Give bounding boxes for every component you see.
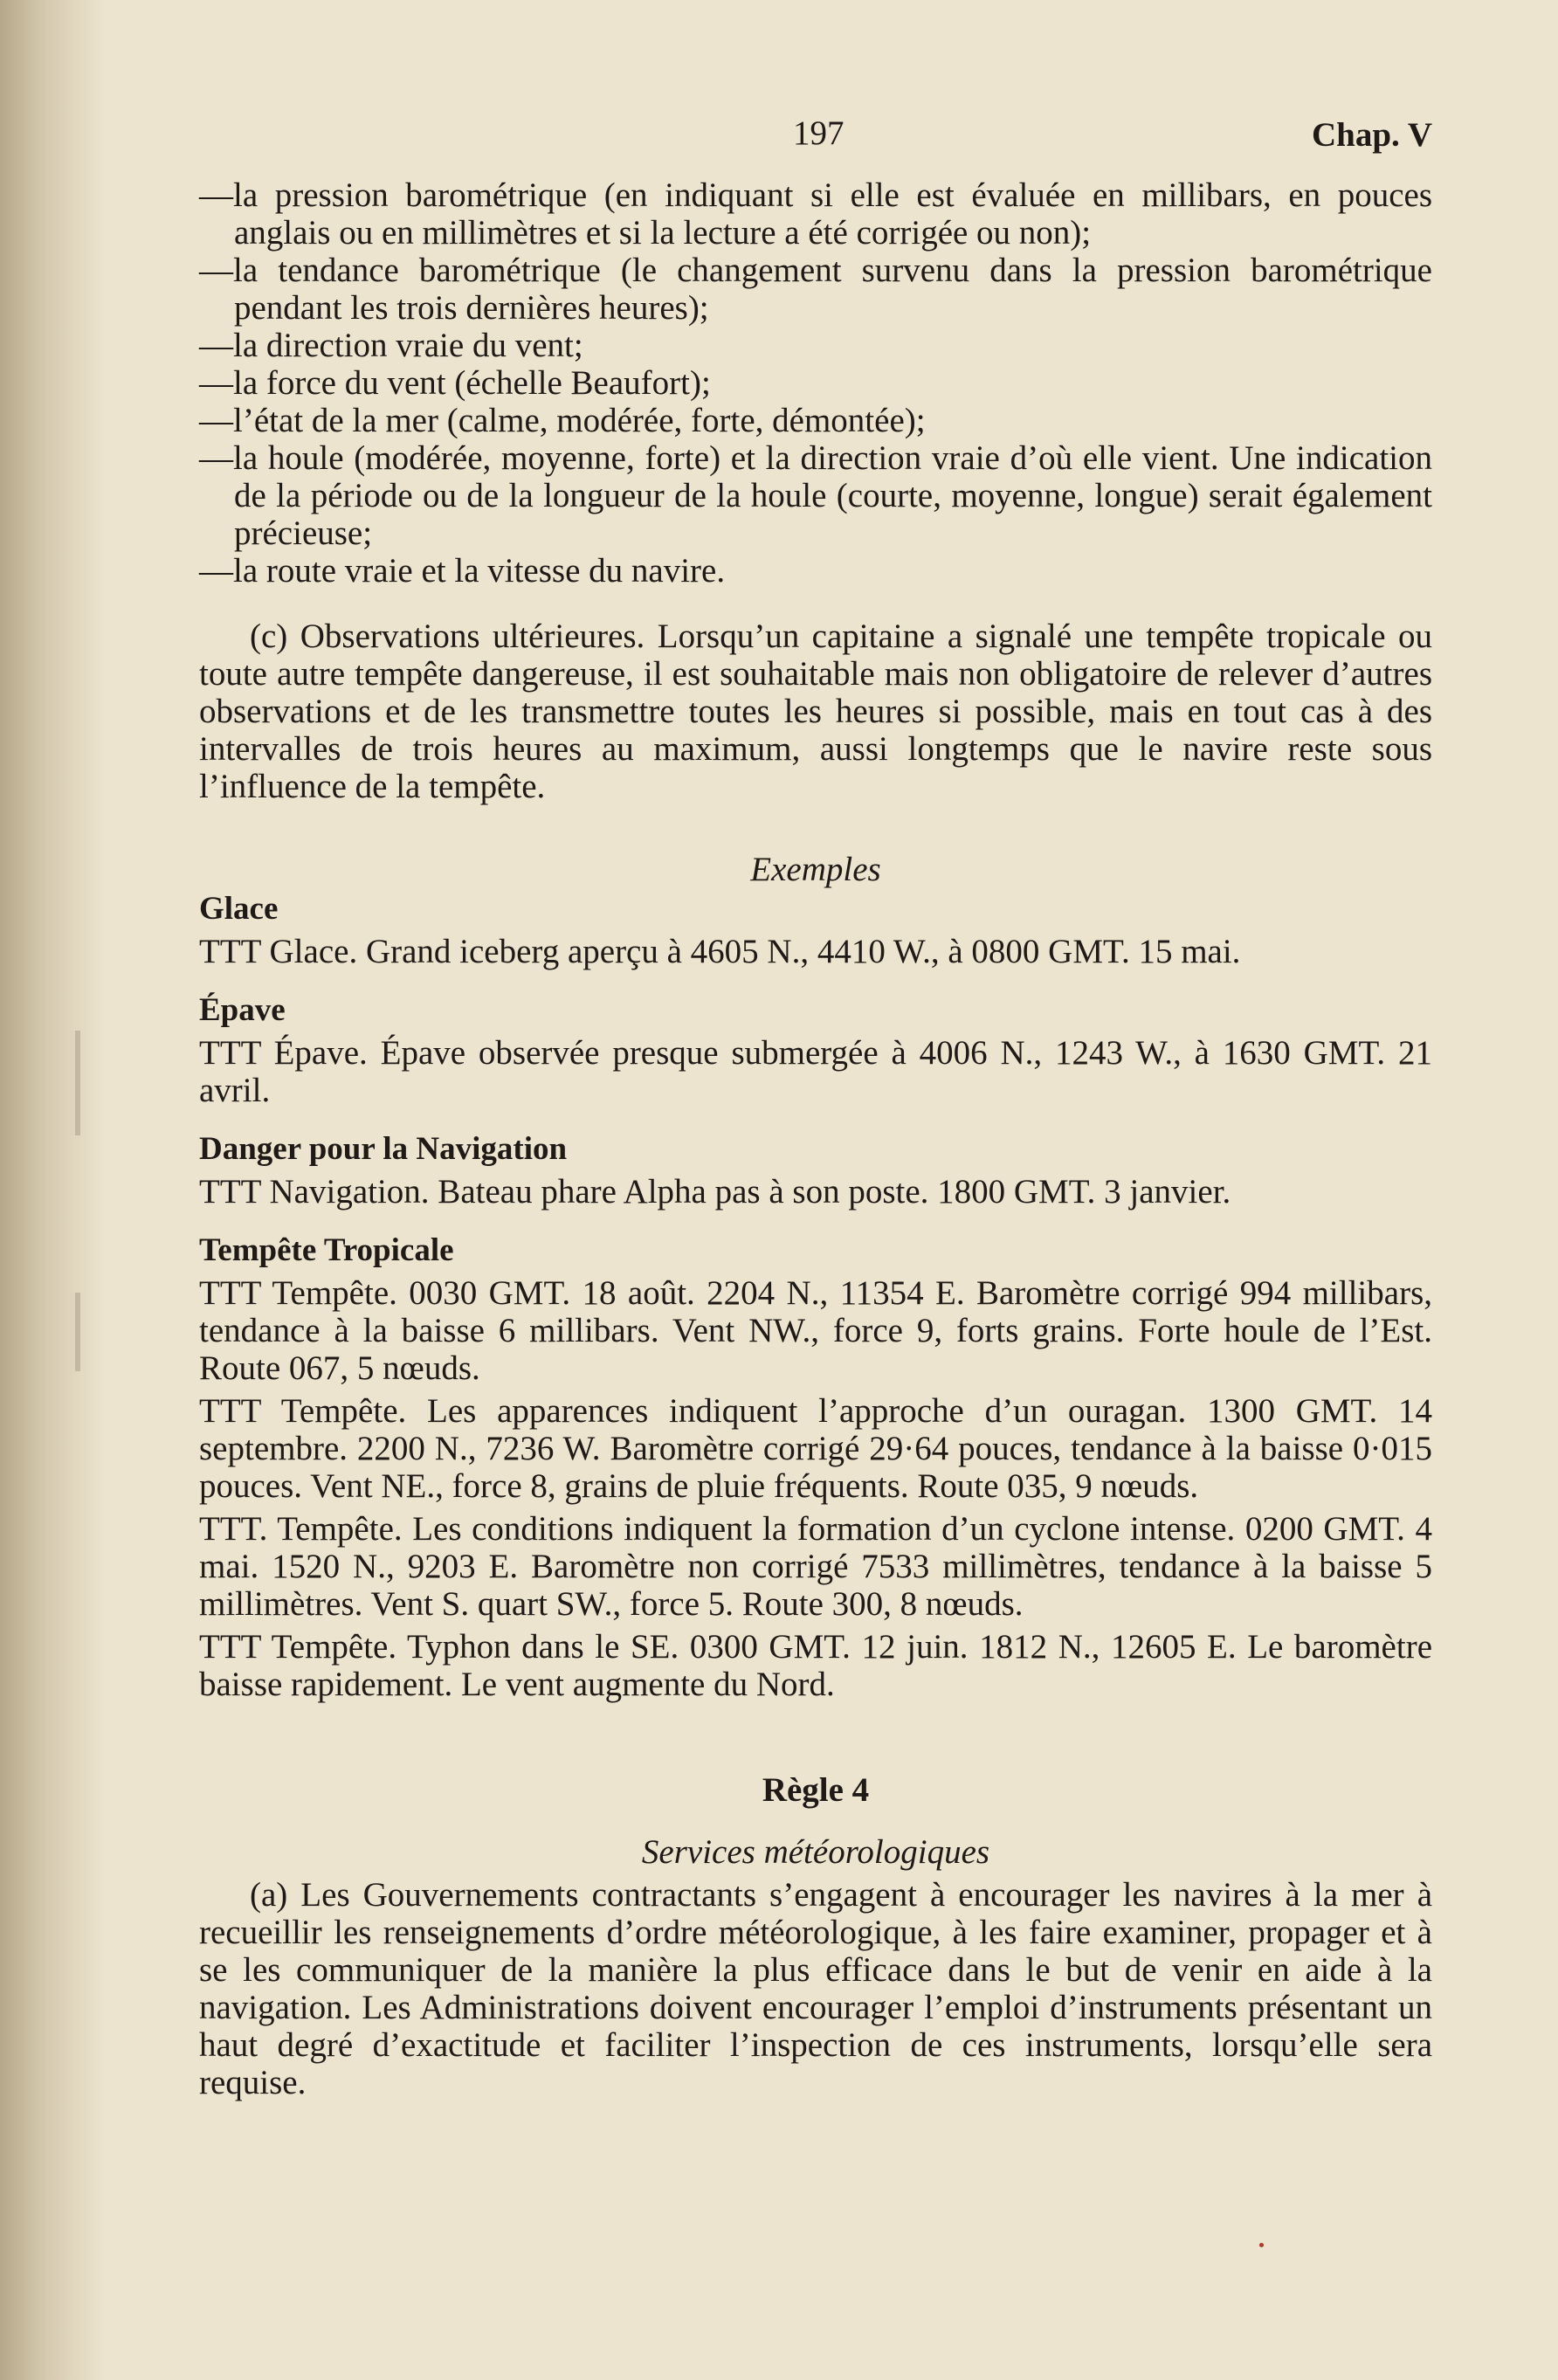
- ink-speck: [1259, 2243, 1264, 2247]
- document-page: [199, 105, 1432, 2101]
- section-heading: Tempête Tropicale: [199, 1232, 454, 1268]
- rule-title: Règle 4: [762, 1771, 870, 1809]
- list-item: —la route vraie et la vitesse du navire.: [199, 552, 726, 590]
- section-heading: Glace: [199, 891, 279, 927]
- observation-list: [199, 176, 1432, 590]
- paragraph-c: (c) Observations ultérieures. Lorsqu’un capitaine a signalé une tempête tropicale ou toute autre tempête dangereuse, il est souhaitable mais non obligatoire de relever d’autres observations et de les transmettre toutes les heures si possible, mais en tout cas à des intervalles de trois heures au maximum, aussi longtemps que le navire reste sous l’influence de la tempête.: [199, 617, 1432, 805]
- list-item: —la tendance barométrique (le changement survenu dans la pression barométrique pendant les trois dernières heures);: [199, 252, 1432, 327]
- list-item: —la houle (modérée, moyenne, forte) et la direction vraie d’où elle vient. Une indication de la période ou de la longueur de la houle (courte, moyenne, longue) serait également précieuse;: [199, 439, 1432, 552]
- gutter-bleed-mark: [75, 1293, 80, 1371]
- page-gutter-shadow: [0, 0, 105, 2380]
- section-heading: Danger pour la Navigation: [199, 1131, 568, 1167]
- list-item: —la force du vent (échelle Beaufort);: [199, 364, 711, 402]
- example-text: TTT Navigation. Bateau phare Alpha pas à son poste. 1800 GMT. 3 janvier.: [199, 1173, 1231, 1211]
- list-item: —l’état de la mer (calme, modérée, forte, démontée);: [199, 402, 926, 439]
- example-text: TTT Tempête. Les apparences indiquent l’approche d’un ouragan. 1300 GMT. 14 septembre. 2200 N., 7236 W. Baromètre corrigé 29·64 pouces, tendance à la baisse 0·015 pouces. Vent NE., force 8, grains de pluie fréquents. Route 035, 9 nœuds.: [199, 1392, 1432, 1505]
- example-text: TTT Tempête. Typhon dans le SE. 0300 GMT. 12 juin. 1812 N., 12605 E. Le baromètre baisse rapidement. Le vent augmente du Nord.: [199, 1628, 1432, 1703]
- examples-title: Exemples: [750, 851, 881, 888]
- example-text: TTT. Tempête. Les conditions indiquent la formation d’un cyclone intense. 0200 GMT. 4 mai. 1520 N., 9203 E. Baromètre non corrigé 7533 millimètres, tendance à la baisse 5 millimètres. Vent S. quart SW., force 5. Route 300, 8 nœuds.: [199, 1510, 1432, 1623]
- page-header: [199, 105, 1432, 171]
- rule-subtitle: Services météorologiques: [641, 1833, 990, 1871]
- example-text: TTT Épave. Épave observée presque submergée à 4006 N., 1243 W., à 1630 GMT. 21 avril.: [199, 1034, 1432, 1109]
- gutter-bleed-mark: [75, 1031, 80, 1135]
- example-text: TTT Tempête. 0030 GMT. 18 août. 2204 N., 11354 E. Baromètre corrigé 994 millibars, tendance à la baisse 6 millibars. Vent NW., force 9, forts grains. Forte houle de l’Est. Route 067, 5 nœuds.: [199, 1274, 1432, 1387]
- chapter-label: Chap. V: [1311, 116, 1432, 154]
- list-item: —la pression barométrique (en indiquant si elle est évaluée en millibars, en pouces anglais ou en millimètres et si la lecture a été corrigée ou non);: [199, 176, 1432, 252]
- list-item: —la direction vraie du vent;: [199, 327, 583, 364]
- example-text: TTT Glace. Grand iceberg aperçu à 4605 N., 4410 W., à 0800 GMT. 15 mai.: [199, 933, 1241, 970]
- page-number: 197: [793, 114, 844, 152]
- paragraph-a: (a) Les Gouvernements contractants s’engagent à encourager les navires à la mer à recueillir les renseignements d’ordre météorologique, à les faire examiner, propager et à se les communiquer de la manière la plus efficace dans le but de venir en aide à la navigation. Les Administrations doivent encourager l’emploi d’instruments présentant un haut degré d’exactitude et faciliter l’inspection de ces instruments, lorsqu’elle sera requise.: [199, 1876, 1432, 2101]
- section-heading: Épave: [199, 992, 286, 1028]
